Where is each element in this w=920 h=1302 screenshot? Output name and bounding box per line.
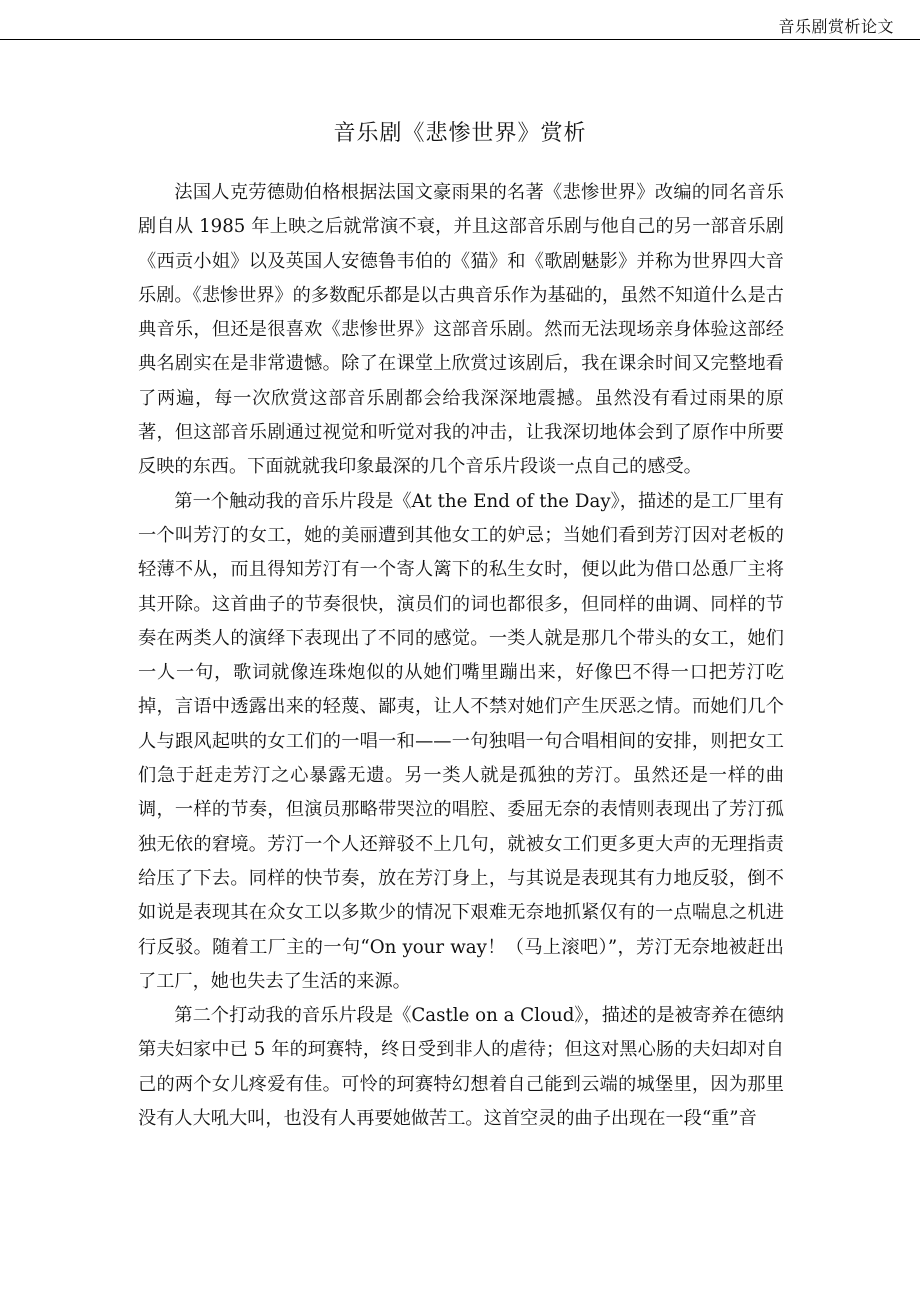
- paragraph-castle-on-a-cloud: 第二个打动我的音乐片段是《Castle on a Cloud》，描述的是被寄养在德纳第夫妇家中已 5 年的珂赛特，终日受到非人的虐待；但这对黑心肠的夫妇却对自己的两个女儿疼爱有佳。可怜的珂赛特幻想着自己能到云端的城堡里，因为那里没有人大吼大叫，也没有人再要她做苦工。这首空灵的曲子出现在一段“重”音: [138, 1005, 784, 1130]
- paragraph-intro: 法国人克劳德勋伯格根据法国文豪雨果的名著《悲惨世界》改编的同名音乐剧自从 1985 年上映之后就常演不衰，并且这部音乐剧与他自己的另一部音乐剧《西贡小姐》以及英国人安德鲁韦伯的《猫》和《歌剧魅影》并称为世界四大音乐剧。《悲惨世界》的多数配乐都是以古典音乐作为基础的，虽然不知道什么是古典音乐，但还是很喜欢《悲惨世界》这部音乐剧。然而无法现场亲身体验这部经典名剧实在是非常遗憾。除了在课堂上欣赏过该剧后，我在课余时间又完整地看了两遍，每一次欣赏这部音乐剧都会给我深深地震撼。虽然没有看过雨果的原著，但这部音乐剧通过视觉和听觉对我的冲击，让我深切地体会到了原作中所要反映的东西。下面就就我印象最深的几个音乐片段谈一点自己的感受。: [138, 182, 784, 478]
- document-title: 音乐剧《悲惨世界》赏析: [333, 121, 587, 146]
- header-divider: [0, 39, 920, 40]
- paragraph-at-the-end-of-the-day: 第一个触动我的音乐片段是《At the End of the Day》，描述的是工厂里有一个叫芳汀的女工，她的美丽遭到其他女工的妒忌；当她们看到芳汀因对老板的轻薄不从，而且得知芳汀有一个寄人篱下的私生女时，便以此为借口怂恿厂主将其开除。这首曲子的节奏很快，演员们的词也都很多，但同样的曲调、同样的节奏在两类人的演绎下表现出了不同的感觉。一类人就是那几个带头的女工，她们一人一句，歌词就像连珠炮似的从她们嘴里蹦出来，好像巴不得一口把芳汀吃掉，言语中透露出来的轻蔑、鄙夷，让人不禁对她们产生厌恶之情。而她们几个人与跟风起哄的女工们的一唱一和——一句独唱一句合唱相间的安排，则把女工们急于赶走芳汀之心暴露无遗。另一类人就是孤独的芳汀。虽然还是一样的曲调，一样的节奏，但演员那略带哭泣的唱腔、委屈无奈的表情则表现出了芳汀孤独无依的窘境。芳汀一个人还辩驳不上几句，就被女工们更多更大声的无理指责给压了下去。同样的快节奏，放在芳汀身上，与其说是表现其有力地反驳，倒不如说是表现其在众女工以多欺少的情况下艰难无奈地抓紧仅有的一点喘息之机进行反驳。随着工厂主的一句“On your way！（马上滚吧）”，芳汀无奈地被赶出了工厂，她也失去了生活的来源。: [138, 490, 784, 992]
- document-body: [138, 176, 784, 1136]
- running-header: 音乐剧赏析论文: [778, 17, 894, 36]
